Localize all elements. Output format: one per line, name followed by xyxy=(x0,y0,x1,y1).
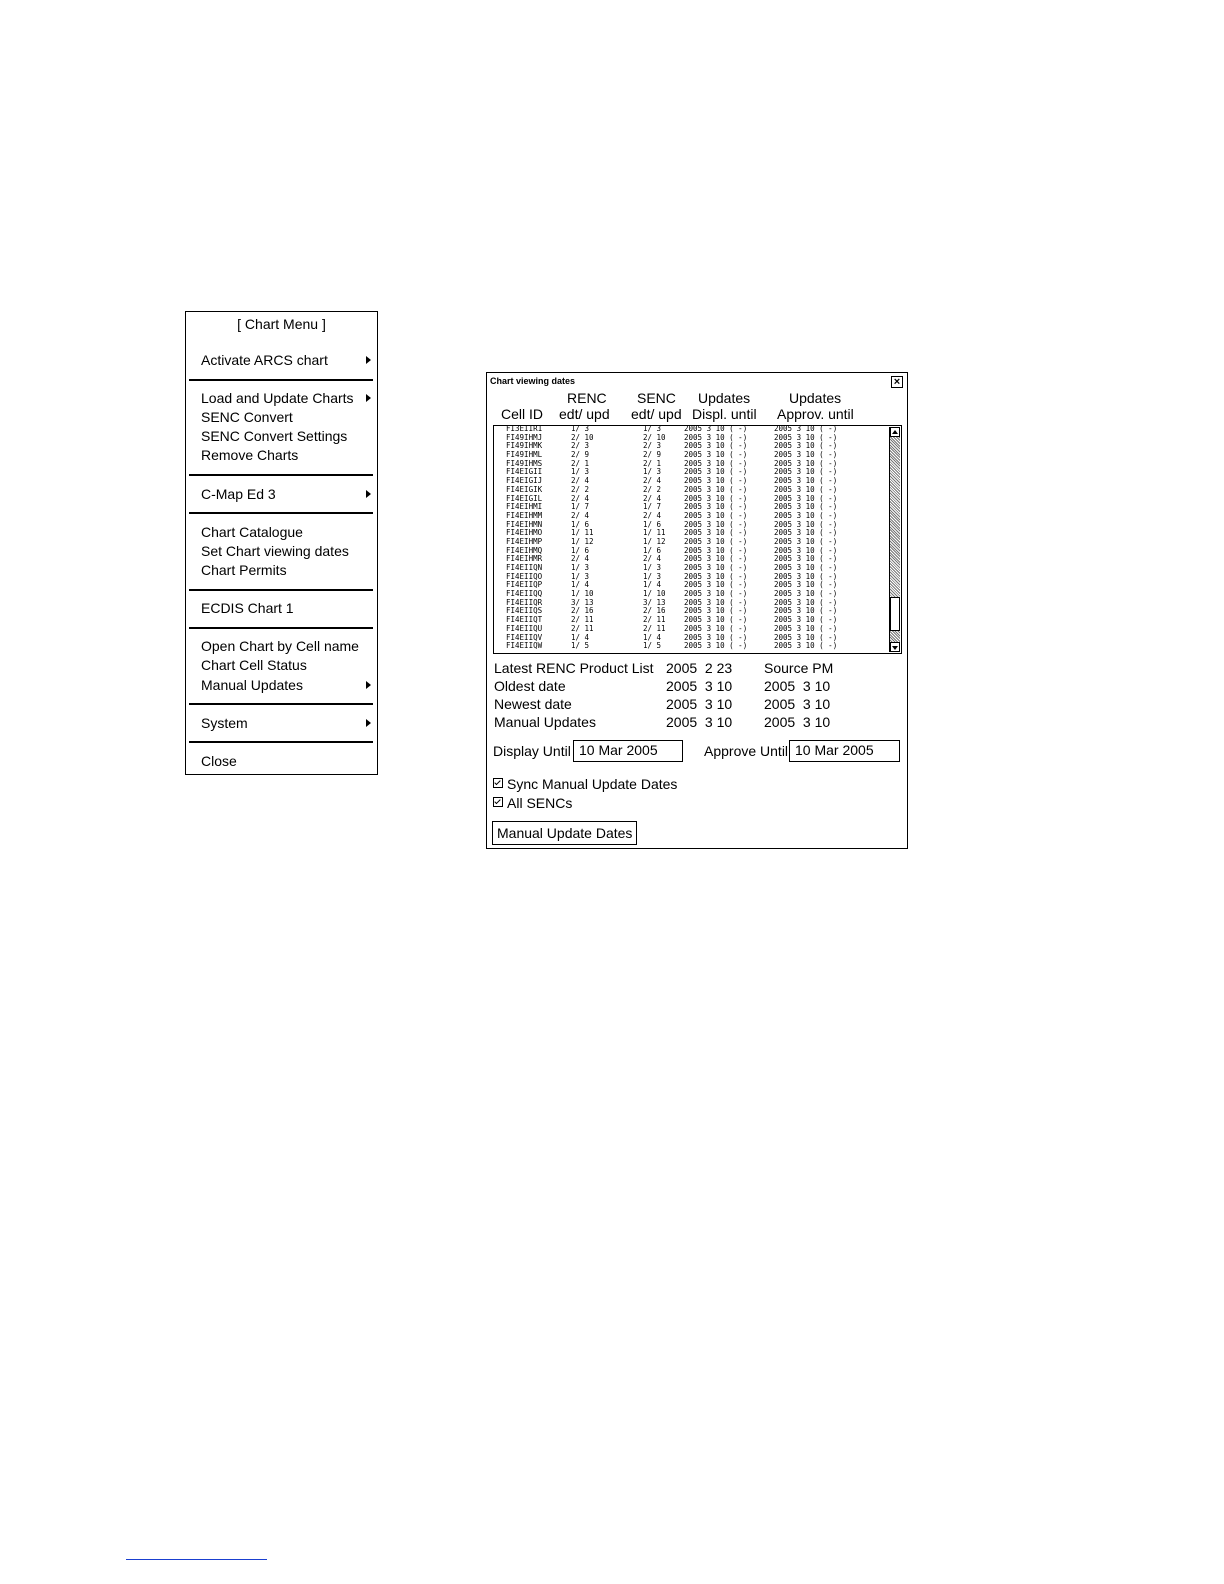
cell-approv-until: 2005 3 10 ( -) xyxy=(774,458,838,468)
cell-approv-until: 2005 3 10 ( -) xyxy=(774,432,838,442)
cell-displ-until: 2005 3 10 ( -) xyxy=(684,528,748,538)
cell-approv-until: 2005 3 10 ( -) xyxy=(774,623,838,633)
latest-renc-label: Latest RENC Product List xyxy=(494,660,654,676)
cell-senc-edt-upd: 2/ 11 xyxy=(643,615,666,625)
latest-renc-value: 2005 2 23 xyxy=(666,660,733,676)
cell-cell-id: FI4EIGII xyxy=(506,467,543,477)
menu-item-label: ECDIS Chart 1 xyxy=(201,600,294,616)
cell-renc-edt-upd: 2/ 11 xyxy=(571,615,594,625)
cell-approv-until: 2005 3 10 ( -) xyxy=(774,606,838,616)
checkbox-checked-icon xyxy=(493,778,503,788)
cell-renc-edt-upd: 1/ 4 xyxy=(571,632,590,642)
cell-displ-until: 2005 3 10 ( -) xyxy=(684,632,748,642)
cell-senc-edt-upd: 1/ 3 xyxy=(643,563,662,572)
cell-approv-until: 2005 3 10 ( -) xyxy=(774,484,838,494)
cell-senc-edt-upd: 2/ 10 xyxy=(643,432,666,442)
cell-renc-edt-upd: 2/ 11 xyxy=(571,623,594,633)
cell-displ-until: 2005 3 10 ( -) xyxy=(684,563,748,572)
cell-senc-edt-upd: 1/ 3 xyxy=(643,425,662,433)
menu-item-remove-charts[interactable] xyxy=(201,446,373,465)
cell-displ-until: 2005 3 10 ( -) xyxy=(684,493,748,503)
cell-renc-edt-upd: 2/ 16 xyxy=(571,606,594,616)
cell-cell-id: FI49IHMS xyxy=(506,458,543,468)
cell-approv-until: 2005 3 10 ( -) xyxy=(774,545,838,555)
menu-item-label: Remove Charts xyxy=(201,447,299,463)
cell-cell-id: FI4EIIQU xyxy=(506,623,543,633)
header-updates-displ: Updates xyxy=(698,390,751,406)
menu-item-label: Activate ARCS chart xyxy=(201,352,328,368)
manual-updates-label: Manual Updates xyxy=(494,714,596,730)
cell-senc-edt-upd: 2/ 16 xyxy=(643,606,666,616)
cell-list[interactable] xyxy=(493,425,902,654)
cell-renc-edt-upd: 1/ 3 xyxy=(571,467,590,477)
cell-senc-edt-upd: 3/ 13 xyxy=(643,597,666,607)
cell-senc-edt-upd: 1/ 7 xyxy=(643,502,662,512)
chart-menu xyxy=(185,311,378,775)
newest-displ-value: 2005 3 10 xyxy=(666,696,733,712)
cell-cell-id: FI4EIIQP xyxy=(506,580,543,590)
newest-date-label: Newest date xyxy=(494,696,572,712)
manual-displ-value: 2005 3 10 xyxy=(666,714,733,730)
cell-approv-until: 2005 3 10 ( -) xyxy=(774,615,838,625)
cell-cell-id: FI3EIIR1 xyxy=(506,425,543,433)
menu-item-activate-arcs-chart[interactable] xyxy=(201,351,373,370)
cell-renc-edt-upd: 1/ 10 xyxy=(571,589,594,599)
cell-displ-until: 2005 3 10 ( -) xyxy=(684,432,748,442)
cell-displ-until: 2005 3 10 ( -) xyxy=(684,536,748,546)
submenu-arrow-icon xyxy=(366,681,371,689)
cell-cell-id: FI4EIHMM xyxy=(506,510,543,520)
header-renc: RENC xyxy=(567,390,607,406)
cell-cell-id: FI4EIIQQ xyxy=(506,589,543,599)
cell-approv-until: 2005 3 10 ( -) xyxy=(774,450,838,460)
cell-senc-edt-upd: 2/ 4 xyxy=(643,493,662,503)
cell-approv-until: 2005 3 10 ( -) xyxy=(774,554,838,564)
checkbox-checked-icon xyxy=(493,797,503,807)
close-icon: × xyxy=(893,376,901,388)
cell-displ-until: 2005 3 10 ( -) xyxy=(684,597,748,607)
all-sencs-checkbox[interactable] xyxy=(493,795,572,811)
cell-displ-until: 2005 3 10 ( -) xyxy=(684,589,748,599)
cell-renc-edt-upd: 2/ 1 xyxy=(571,458,590,468)
scroll-thumb[interactable] xyxy=(890,597,900,631)
cell-displ-until: 2005 3 10 ( -) xyxy=(684,519,748,529)
cell-displ-until: 2005 3 10 ( -) xyxy=(684,476,748,486)
menu-item-senc-convert[interactable] xyxy=(201,408,373,427)
cell-displ-until: 2005 3 10 ( -) xyxy=(684,441,748,451)
cell-displ-until: 2005 3 10 ( -) xyxy=(684,623,748,633)
cell-approv-until: 2005 3 10 ( -) xyxy=(774,641,838,651)
cell-approv-until: 2005 3 10 ( -) xyxy=(774,632,838,642)
footer-rule xyxy=(126,1559,267,1560)
cell-renc-edt-upd: 2/ 10 xyxy=(571,432,594,442)
cell-cell-id: FI4EIHMP xyxy=(506,536,543,546)
dialog-title: Chart viewing dates xyxy=(490,376,576,386)
cell-approv-until: 2005 3 10 ( -) xyxy=(774,536,838,546)
cell-renc-edt-upd: 2/ 4 xyxy=(571,510,590,520)
menu-item-label: Load and Update Charts xyxy=(201,390,354,406)
menu-divider xyxy=(189,379,373,381)
cell-displ-until: 2005 3 10 ( -) xyxy=(684,606,748,616)
header-senc: SENC xyxy=(637,390,676,406)
scroll-down-button[interactable] xyxy=(890,642,900,652)
cell-cell-id: FI4EIIQS xyxy=(506,606,543,616)
cell-approv-until: 2005 3 10 ( -) xyxy=(774,467,838,477)
chart-viewing-dates-dialog xyxy=(486,372,908,849)
cell-senc-edt-upd: 1/ 11 xyxy=(643,528,666,538)
cell-cell-id: FI4EIHMR xyxy=(506,554,543,564)
oldest-displ-value: 2005 3 10 xyxy=(666,678,733,694)
display-until-field[interactable]: 10 Mar 2005 xyxy=(573,740,683,762)
menu-item-chart-catalogue[interactable] xyxy=(201,523,373,542)
cell-renc-edt-upd: 2/ 2 xyxy=(571,484,590,494)
cell-approv-until: 2005 3 10 ( -) xyxy=(774,580,838,590)
list-scrollbar[interactable] xyxy=(889,427,900,652)
oldest-approv-value: 2005 3 10 xyxy=(764,678,831,694)
menu-item-label: C-Map Ed 3 xyxy=(201,486,276,502)
cell-senc-edt-upd: 1/ 6 xyxy=(643,519,662,529)
cell-displ-until: 2005 3 10 ( -) xyxy=(684,467,748,477)
cell-renc-edt-upd: 1/ 3 xyxy=(571,425,590,433)
menu-item-label: Chart Permits xyxy=(201,562,287,578)
cell-cell-id: FI49IHMJ xyxy=(506,432,543,442)
approve-until-label: Approve Until xyxy=(704,743,789,759)
cell-displ-until: 2005 3 10 ( -) xyxy=(684,615,748,625)
cell-displ-until: 2005 3 10 ( -) xyxy=(684,580,748,590)
cell-renc-edt-upd: 1/ 11 xyxy=(571,528,594,538)
menu-divider xyxy=(189,741,373,743)
menu-item-label: System xyxy=(201,715,248,731)
cell-cell-id: FI4EIIQR xyxy=(506,597,543,607)
close-button[interactable] xyxy=(891,376,903,388)
menu-item-label: Close xyxy=(201,753,237,769)
cell-senc-edt-upd: 1/ 5 xyxy=(643,641,662,651)
triangle-down-icon xyxy=(892,646,898,650)
cell-senc-edt-upd: 2/ 4 xyxy=(643,554,662,564)
cell-renc-edt-upd: 1/ 3 xyxy=(571,571,590,581)
cell-cell-id: FI4EIHMN xyxy=(506,519,543,529)
header-approv-until: Approv. until xyxy=(777,406,854,422)
cell-senc-edt-upd: 2/ 4 xyxy=(643,476,662,486)
submenu-arrow-icon xyxy=(366,394,371,402)
source-label: Source PM xyxy=(764,660,834,676)
cell-approv-until: 2005 3 10 ( -) xyxy=(774,476,838,486)
cell-displ-until: 2005 3 10 ( -) xyxy=(684,458,748,468)
cell-senc-edt-upd: 1/ 3 xyxy=(643,571,662,581)
cell-renc-edt-upd: 1/ 6 xyxy=(571,519,590,529)
cell-cell-id: FI4EIIQT xyxy=(506,615,543,625)
cell-senc-edt-upd: 2/ 1 xyxy=(643,458,662,468)
cell-displ-until: 2005 3 10 ( -) xyxy=(684,571,748,581)
cell-approv-until: 2005 3 10 ( -) xyxy=(774,519,838,529)
menu-item-label: Open Chart by Cell name xyxy=(201,638,359,654)
cell-displ-until: 2005 3 10 ( -) xyxy=(684,545,748,555)
manual-approv-value: 2005 3 10 xyxy=(764,714,831,730)
display-until-label: Display Until xyxy=(493,743,571,759)
checkbox-label: All SENCs xyxy=(507,795,573,811)
submenu-arrow-icon xyxy=(366,490,371,498)
cell-renc-edt-upd: 2/ 3 xyxy=(571,441,590,451)
header-displ-until: Displ. until xyxy=(692,406,757,422)
triangle-up-icon xyxy=(892,430,898,434)
manual-update-dates-button[interactable]: Manual Update Dates xyxy=(492,821,637,845)
cell-approv-until: 2005 3 10 ( -) xyxy=(774,510,838,520)
cell-approv-until: 2005 3 10 ( -) xyxy=(774,597,838,607)
cell-senc-edt-upd: 1/ 3 xyxy=(643,467,662,477)
menu-item-open-chart-by-cell-name[interactable] xyxy=(201,637,373,656)
cell-approv-until: 2005 3 10 ( -) xyxy=(774,589,838,599)
menu-divider xyxy=(189,627,373,629)
cell-renc-edt-upd: 1/ 5 xyxy=(571,641,590,651)
cell-renc-edt-upd: 1/ 3 xyxy=(571,563,590,572)
cell-displ-until: 2005 3 10 ( -) xyxy=(684,554,748,564)
cell-senc-edt-upd: 1/ 12 xyxy=(643,536,666,546)
cell-displ-until: 2005 3 10 ( -) xyxy=(684,641,748,651)
cell-displ-until: 2005 3 10 ( -) xyxy=(684,425,748,433)
cell-cell-id: FI4EIIQO xyxy=(506,571,543,581)
menu-item-label: SENC Convert xyxy=(201,409,293,425)
menu-item-c-map-ed-3[interactable] xyxy=(201,485,373,504)
menu-item-system[interactable] xyxy=(201,714,373,733)
cell-cell-id: FI4EIIQV xyxy=(506,632,543,642)
menu-title: [ Chart Menu ] xyxy=(237,316,326,332)
approve-until-field[interactable]: 10 Mar 2005 xyxy=(789,740,900,762)
cell-cell-id: FI4EIHMQ xyxy=(506,545,543,555)
cell-cell-id: FI49IHMK xyxy=(506,441,543,451)
header-senc-edt-upd: edt/ upd xyxy=(631,406,682,422)
cell-cell-id: FI4EIHMI xyxy=(506,502,543,512)
cell-displ-until: 2005 3 10 ( -) xyxy=(684,502,748,512)
cell-senc-edt-upd: 1/ 10 xyxy=(643,589,666,599)
scroll-up-button[interactable] xyxy=(890,427,900,437)
menu-item-set-chart-viewing-dates[interactable] xyxy=(201,542,373,561)
menu-item-manual-updates[interactable] xyxy=(201,676,373,695)
cell-renc-edt-upd: 2/ 4 xyxy=(571,476,590,486)
cell-renc-edt-upd: 1/ 7 xyxy=(571,502,590,512)
cell-cell-id: FI4EIGIL xyxy=(506,493,543,503)
cell-displ-until: 2005 3 10 ( -) xyxy=(684,450,748,460)
cell-senc-edt-upd: 1/ 6 xyxy=(643,545,662,555)
header-updates-approv: Updates xyxy=(789,390,842,406)
cell-renc-edt-upd: 1/ 4 xyxy=(571,580,590,590)
sync-manual-update-dates-checkbox[interactable] xyxy=(493,776,677,792)
menu-divider xyxy=(189,589,373,591)
header-cell-id: Cell ID xyxy=(501,406,544,422)
cell-displ-until: 2005 3 10 ( -) xyxy=(684,510,748,520)
menu-item-close[interactable] xyxy=(201,752,373,771)
cell-cell-id: FI4EIIQN xyxy=(506,563,543,572)
submenu-arrow-icon xyxy=(366,719,371,727)
menu-item-label: SENC Convert Settings xyxy=(201,428,348,444)
cell-senc-edt-upd: 1/ 4 xyxy=(643,580,662,590)
header-renc-edt-upd: edt/ upd xyxy=(559,406,610,422)
cell-renc-edt-upd: 3/ 13 xyxy=(571,597,594,607)
menu-item-ecdis-chart-1[interactable] xyxy=(201,599,373,618)
cell-cell-id: FI4EIGIK xyxy=(506,484,543,494)
menu-divider xyxy=(189,703,373,705)
menu-item-chart-permits[interactable] xyxy=(201,561,373,580)
checkbox-label: Sync Manual Update Dates xyxy=(507,776,678,792)
cell-approv-until: 2005 3 10 ( -) xyxy=(774,441,838,451)
menu-item-label: Set Chart viewing dates xyxy=(201,543,349,559)
cell-senc-edt-upd: 2/ 4 xyxy=(643,510,662,520)
cell-cell-id: FI4EIHMO xyxy=(506,528,543,538)
cell-senc-edt-upd: 2/ 2 xyxy=(643,484,662,494)
cell-renc-edt-upd: 2/ 4 xyxy=(571,554,590,564)
cell-senc-edt-upd: 2/ 9 xyxy=(643,450,662,460)
cell-renc-edt-upd: 1/ 12 xyxy=(571,536,594,546)
cell-cell-id: FI4EIGIJ xyxy=(506,476,543,486)
cell-approv-until: 2005 3 10 ( -) xyxy=(774,493,838,503)
submenu-arrow-icon xyxy=(366,356,371,364)
menu-divider xyxy=(189,512,373,514)
cell-cell-id: FI49IHML xyxy=(506,450,543,460)
menu-item-senc-convert-settings[interactable] xyxy=(201,427,373,446)
cell-renc-edt-upd: 1/ 6 xyxy=(571,545,590,555)
menu-item-load-and-update-charts[interactable] xyxy=(201,389,373,408)
cell-senc-edt-upd: 2/ 3 xyxy=(643,441,662,451)
menu-item-label: Manual Updates xyxy=(201,677,303,693)
cell-renc-edt-upd: 2/ 9 xyxy=(571,450,590,460)
cell-approv-until: 2005 3 10 ( -) xyxy=(774,563,838,572)
cell-renc-edt-upd: 2/ 4 xyxy=(571,493,590,503)
newest-approv-value: 2005 3 10 xyxy=(764,696,831,712)
cell-senc-edt-upd: 1/ 4 xyxy=(643,632,662,642)
cell-displ-until: 2005 3 10 ( -) xyxy=(684,484,748,494)
cell-senc-edt-upd: 2/ 11 xyxy=(643,623,666,633)
cell-cell-id: FI4EIIQW xyxy=(506,641,543,651)
menu-item-chart-cell-status[interactable] xyxy=(201,656,373,675)
oldest-date-label: Oldest date xyxy=(494,678,566,694)
cell-approv-until: 2005 3 10 ( -) xyxy=(774,502,838,512)
menu-item-label: Chart Catalogue xyxy=(201,524,303,540)
cell-approv-until: 2005 3 10 ( -) xyxy=(774,425,838,433)
menu-divider xyxy=(189,474,373,476)
menu-item-label: Chart Cell Status xyxy=(201,657,307,673)
cell-approv-until: 2005 3 10 ( -) xyxy=(774,571,838,581)
cell-approv-until: 2005 3 10 ( -) xyxy=(774,528,838,538)
